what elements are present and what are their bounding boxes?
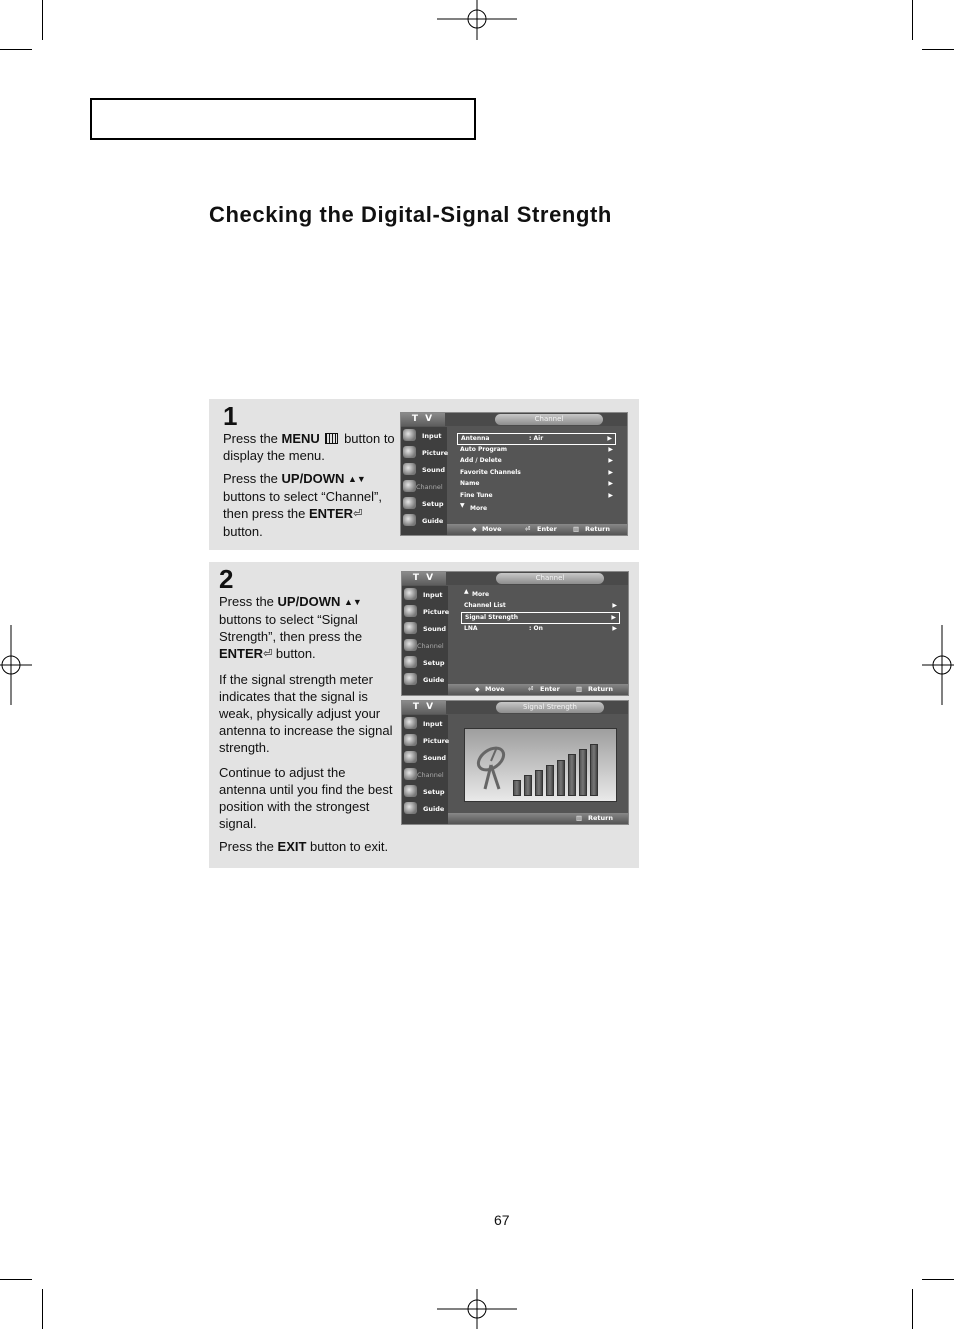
input-icon [404, 588, 417, 600]
tv-sidebar-item-input: Input [402, 715, 448, 732]
signal-bar [579, 749, 587, 796]
signal-bar [546, 765, 554, 796]
menu-icon: ▥ [576, 814, 583, 822]
signal-bar [557, 760, 565, 796]
arrow-right-icon: ▶ [608, 492, 613, 499]
step-number: 1 [223, 401, 238, 431]
sound-icon [404, 622, 417, 634]
registration-mark [922, 625, 954, 705]
tv-sidebar-item-sound: Sound [401, 461, 447, 478]
step-1-panel [209, 399, 639, 550]
tv-footer: ▥ Return [448, 813, 628, 824]
signal-bar [524, 775, 532, 796]
tv-sidebar-item-setup: Setup [402, 654, 448, 671]
step-2-para-1: Press the UP/DOWN ▲▼ buttons to select “Signal Strength”, then press the ENTER⏎ button. [219, 594, 363, 661]
tv-menu-item-channel-list: Channel List ▶ [464, 602, 617, 609]
tv-sidebar-item-picture: Picture [401, 444, 447, 461]
tv-footer: ◆ Move ⏎ Enter ▥ Return [448, 684, 628, 695]
tv-menu-item: Fine Tune ▶ [460, 492, 613, 499]
tv-menu-title: Channel [495, 414, 603, 425]
guide-icon [403, 514, 416, 526]
channel-icon [404, 768, 417, 780]
step-2-panel [209, 562, 639, 868]
tv-sidebar [402, 586, 448, 696]
tv-sidebar-item-guide: Guide [401, 512, 447, 529]
updown-arrows-icon: ▲▼ [344, 597, 362, 607]
tv-sidebar-item-channel: Channel [402, 637, 448, 654]
arrow-right-icon: ▶ [608, 457, 613, 464]
enter-icon: ⏎ [528, 685, 534, 693]
crop-mark [42, 1289, 43, 1329]
input-icon [404, 717, 417, 729]
tv-menu-screen-channel [400, 412, 628, 536]
page-number: 67 [494, 1212, 510, 1228]
registration-mark [437, 0, 517, 40]
step-2-text [219, 593, 395, 861]
step-2-para-2: If the signal strength meter indicates that the signal is weak, physically adjust your antenna to increase the signal strength. [219, 672, 393, 755]
tv-menu-item: Auto Program ▶ [460, 446, 613, 453]
crop-mark [42, 0, 43, 40]
signal-bar [590, 744, 598, 796]
arrow-right-icon: ▶ [608, 469, 613, 476]
menu-icon: ▥ [576, 685, 583, 693]
tv-sidebar-item-channel: Channel [401, 478, 447, 495]
tv-menu-item-antenna: Antenna : Air ▶ [457, 433, 616, 445]
tv-sidebar-item-input: Input [402, 586, 448, 603]
updown-arrows-icon: ◆ [475, 686, 480, 693]
tv-sidebar-item-guide: Guide [402, 800, 448, 817]
tv-signal-strength-screen [401, 700, 629, 825]
channel-icon [403, 480, 416, 492]
tv-sidebar-item-picture: Picture [402, 603, 448, 620]
tv-footer: ◆ Move ⏎ Enter ▥ Return [447, 524, 627, 535]
tv-menu-item: Name ▶ [460, 480, 613, 487]
picture-icon [404, 605, 417, 617]
chapter-header-box [90, 98, 476, 140]
tv-label: T V [402, 701, 446, 714]
setup-icon [404, 656, 417, 668]
tv-sidebar-item-guide: Guide [402, 671, 448, 688]
step-2-para-4: Press the EXIT button to exit. [219, 839, 389, 854]
crop-mark [912, 1289, 913, 1329]
menu-icon [325, 433, 338, 444]
page-title: Checking the Digital-Signal Strength [209, 202, 612, 227]
step-1-para-1: Press the MENU button to display the menu. [223, 431, 395, 463]
tv-sidebar [402, 715, 448, 825]
picture-icon [404, 734, 417, 746]
setup-icon [404, 785, 417, 797]
guide-icon [404, 802, 417, 814]
tv-menu-item-lna: LNA : On ▶ [464, 625, 617, 632]
crop-mark [0, 49, 32, 50]
picture-icon [403, 446, 416, 458]
tv-sidebar-item-input: Input [401, 427, 447, 444]
arrow-right-icon: ▶ [607, 435, 612, 442]
tv-menu-item-more: ▲ More [464, 588, 490, 598]
enter-icon: ⏎ [263, 648, 273, 660]
enter-icon: ⏎ [353, 508, 363, 520]
step-2-para-3: Continue to adjust the antenna until you find the best position with the strongest signal. [219, 765, 393, 831]
step-number: 2 [219, 564, 234, 594]
tv-menu-item-signal-strength: Signal Strength ▶ [461, 612, 620, 624]
setup-icon [403, 497, 416, 509]
enter-icon: ⏎ [525, 525, 531, 533]
tv-menu-item-more: ▼ More [460, 502, 488, 512]
sound-icon [404, 751, 417, 763]
tv-label: T V [401, 413, 445, 426]
signal-bar [513, 780, 521, 796]
channel-icon [404, 639, 417, 651]
tv-sidebar-item-sound: Sound [402, 620, 448, 637]
crop-mark [922, 49, 954, 50]
input-icon [403, 429, 416, 441]
arrow-down-icon: ▼ [460, 502, 465, 509]
updown-arrows-icon: ◆ [472, 526, 477, 533]
tv-menu-screen-channel-2 [401, 571, 629, 696]
tv-sidebar-item-setup: Setup [401, 495, 447, 512]
tv-sidebar-item-channel: Channel [402, 766, 448, 783]
step-1-text [223, 430, 401, 546]
tv-sidebar-item-picture: Picture [402, 732, 448, 749]
tv-sidebar [401, 427, 447, 535]
arrow-up-icon: ▲ [464, 588, 469, 595]
signal-bar [535, 770, 543, 796]
tv-label: T V [402, 572, 446, 585]
arrow-right-icon: ▶ [611, 614, 616, 621]
tv-sidebar-item-setup: Setup [402, 783, 448, 800]
registration-mark [437, 1289, 517, 1329]
arrow-right-icon: ▶ [608, 480, 613, 487]
crop-mark [922, 1279, 954, 1280]
signal-strength-meter [464, 728, 617, 802]
arrow-right-icon: ▶ [612, 625, 617, 632]
guide-icon [404, 673, 417, 685]
crop-mark [0, 1279, 32, 1280]
crop-mark [912, 0, 913, 40]
tv-menu-item: Favorite Channels ▶ [460, 469, 613, 476]
signal-bar [568, 754, 576, 796]
tv-sidebar-item-sound: Sound [402, 749, 448, 766]
menu-icon: ▥ [573, 525, 580, 533]
satellite-dish-icon [471, 741, 511, 793]
tv-menu-title: Signal Strength [496, 702, 604, 713]
sound-icon [403, 463, 416, 475]
arrow-right-icon: ▶ [612, 602, 617, 609]
arrow-right-icon: ▶ [608, 446, 613, 453]
tv-menu-title: Channel [496, 573, 604, 584]
step-1-para-2: Press the UP/DOWN ▲▼ buttons to select “Channel”, then press the ENTER⏎ button. [223, 471, 382, 539]
tv-menu-item: Add / Delete ▶ [460, 457, 613, 464]
registration-mark [0, 625, 32, 705]
updown-arrows-icon: ▲▼ [348, 474, 366, 484]
